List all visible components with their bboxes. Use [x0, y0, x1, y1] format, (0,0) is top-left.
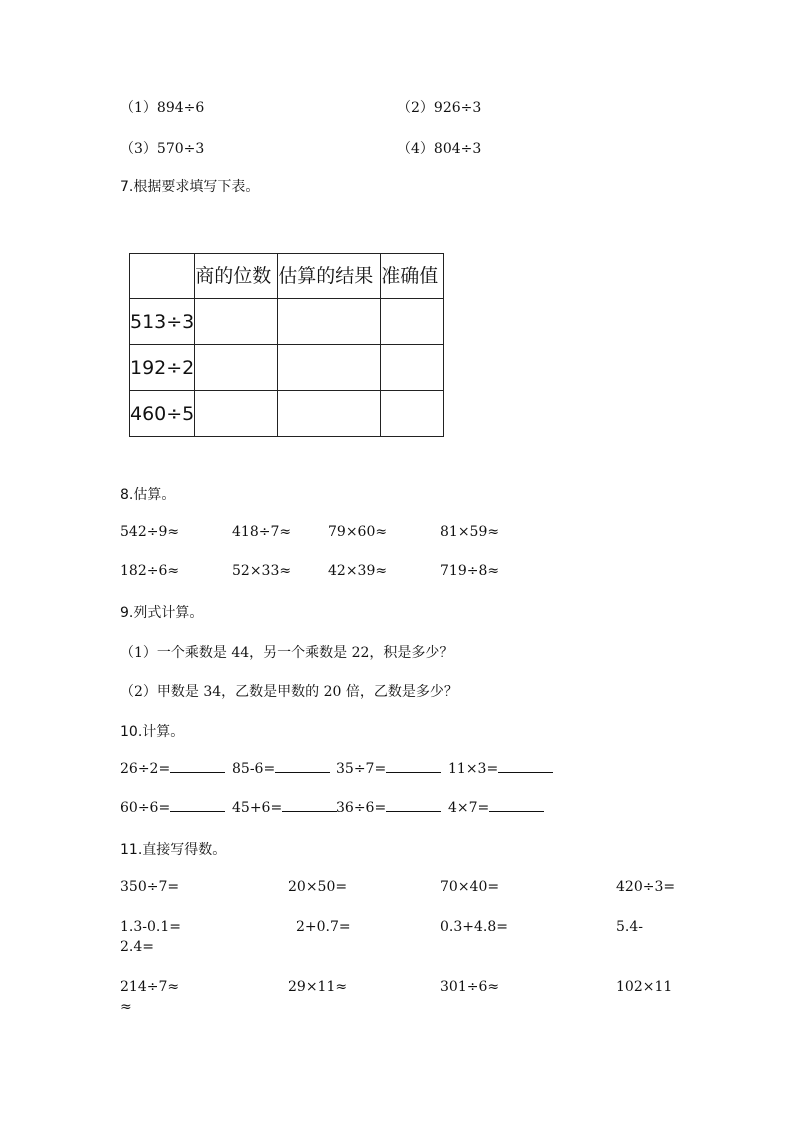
- q11-expr: 20×50=: [288, 879, 348, 895]
- q10-problem: [232, 761, 330, 777]
- table-cell[interactable]: [381, 299, 444, 345]
- q10-title: 10.计算。: [120, 724, 185, 740]
- q10-problem: [120, 800, 225, 816]
- q11-expr: 301÷6≈: [440, 979, 500, 995]
- table-header-cell: 估算的结果: [278, 254, 381, 299]
- q8-expr: 182÷6≈: [120, 563, 180, 579]
- q9-item-2: （2）甲数是 34，乙数是甲数的 20 倍，乙数是多少？: [120, 684, 458, 700]
- table-cell[interactable]: [195, 299, 278, 345]
- q8-expr: 42×39≈: [328, 563, 388, 579]
- table-cell[interactable]: [381, 391, 444, 437]
- q8-expr: 542÷9≈: [120, 524, 180, 540]
- q8-title: 8.估算。: [120, 487, 176, 503]
- q6-item-3: （3）570÷3: [120, 141, 205, 157]
- q10-expr: 85-6=: [232, 761, 276, 777]
- q11-expr: 214÷7≈: [120, 979, 180, 995]
- q11-expr-wrap: ≈: [120, 999, 132, 1015]
- answer-blank[interactable]: [498, 772, 553, 773]
- q10-expr: 60÷6=: [120, 800, 171, 816]
- q11-expr: 0.3+4.8=: [440, 919, 508, 935]
- q11-title: 11.直接写得数。: [120, 842, 227, 858]
- table-cell: 513÷3: [130, 299, 195, 345]
- table-cell[interactable]: [195, 391, 278, 437]
- q11-expr: 2+0.7=: [296, 919, 351, 935]
- q11-expr-wrap: 2.4=: [120, 939, 154, 955]
- table-header-cell: 准确值: [381, 254, 444, 299]
- table-header-row: [130, 254, 444, 299]
- q10-expr: 35÷7=: [336, 761, 387, 777]
- q11-expr: 102×11: [616, 979, 673, 995]
- table-cell[interactable]: [381, 345, 444, 391]
- q10-expr: 45+6=: [232, 800, 283, 816]
- table-cell[interactable]: [278, 299, 381, 345]
- table-cell: 460÷5: [130, 391, 195, 437]
- answer-blank[interactable]: [489, 811, 544, 812]
- answer-blank[interactable]: [282, 811, 337, 812]
- q11-expr: 1.3-0.1=: [120, 919, 181, 935]
- q10-expr: 4×7=: [448, 800, 490, 816]
- q6-item-4: （4）804÷3: [397, 141, 482, 157]
- table-cell[interactable]: [195, 345, 278, 391]
- q8-expr: 79×60≈: [328, 524, 388, 540]
- q11-expr: 350÷7=: [120, 879, 180, 895]
- q8-expr: 52×33≈: [232, 563, 292, 579]
- answer-blank[interactable]: [170, 772, 225, 773]
- q10-problem: [120, 761, 225, 777]
- q10-problem: [336, 800, 441, 816]
- table-cell[interactable]: [278, 345, 381, 391]
- answer-blank[interactable]: [386, 772, 441, 773]
- q11-expr: 5.4-: [616, 919, 643, 935]
- q10-problem: [336, 761, 441, 777]
- q8-expr: 418÷7≈: [232, 524, 292, 540]
- q10-problem: [448, 800, 544, 816]
- answer-blank[interactable]: [275, 772, 330, 773]
- q10-expr: 11×3=: [448, 761, 499, 777]
- q8-expr: 719÷8≈: [440, 563, 500, 579]
- q9-item-1: （1）一个乘数是 44，另一个乘数是 22，积是多少？: [120, 645, 454, 661]
- q11-expr: 29×11≈: [288, 979, 348, 995]
- q11-expr: 70×40=: [440, 879, 500, 895]
- table-cell[interactable]: [278, 391, 381, 437]
- table-cell: 192÷2: [130, 345, 195, 391]
- q8-expr: 81×59≈: [440, 524, 500, 540]
- q9-title: 9.列式计算。: [120, 605, 204, 621]
- q10-expr: 26÷2=: [120, 761, 171, 777]
- q10-problem: [232, 800, 337, 816]
- table-row: [130, 391, 444, 437]
- q10-expr: 36÷6=: [336, 800, 387, 816]
- q7-title: 7.根据要求填写下表。: [120, 179, 260, 195]
- q10-problem: [448, 761, 553, 777]
- table-row: [130, 299, 444, 345]
- q6-item-1: （1）894÷6: [120, 100, 205, 116]
- q11-expr: 420÷3=: [616, 879, 676, 895]
- table-header-cell: 商的位数: [195, 254, 278, 299]
- table-row: [130, 345, 444, 391]
- answer-blank[interactable]: [170, 811, 225, 812]
- q6-item-2: （2）926÷3: [397, 100, 482, 116]
- answer-blank[interactable]: [386, 811, 441, 812]
- q7-table: [129, 253, 444, 437]
- table-header-cell: [130, 254, 195, 299]
